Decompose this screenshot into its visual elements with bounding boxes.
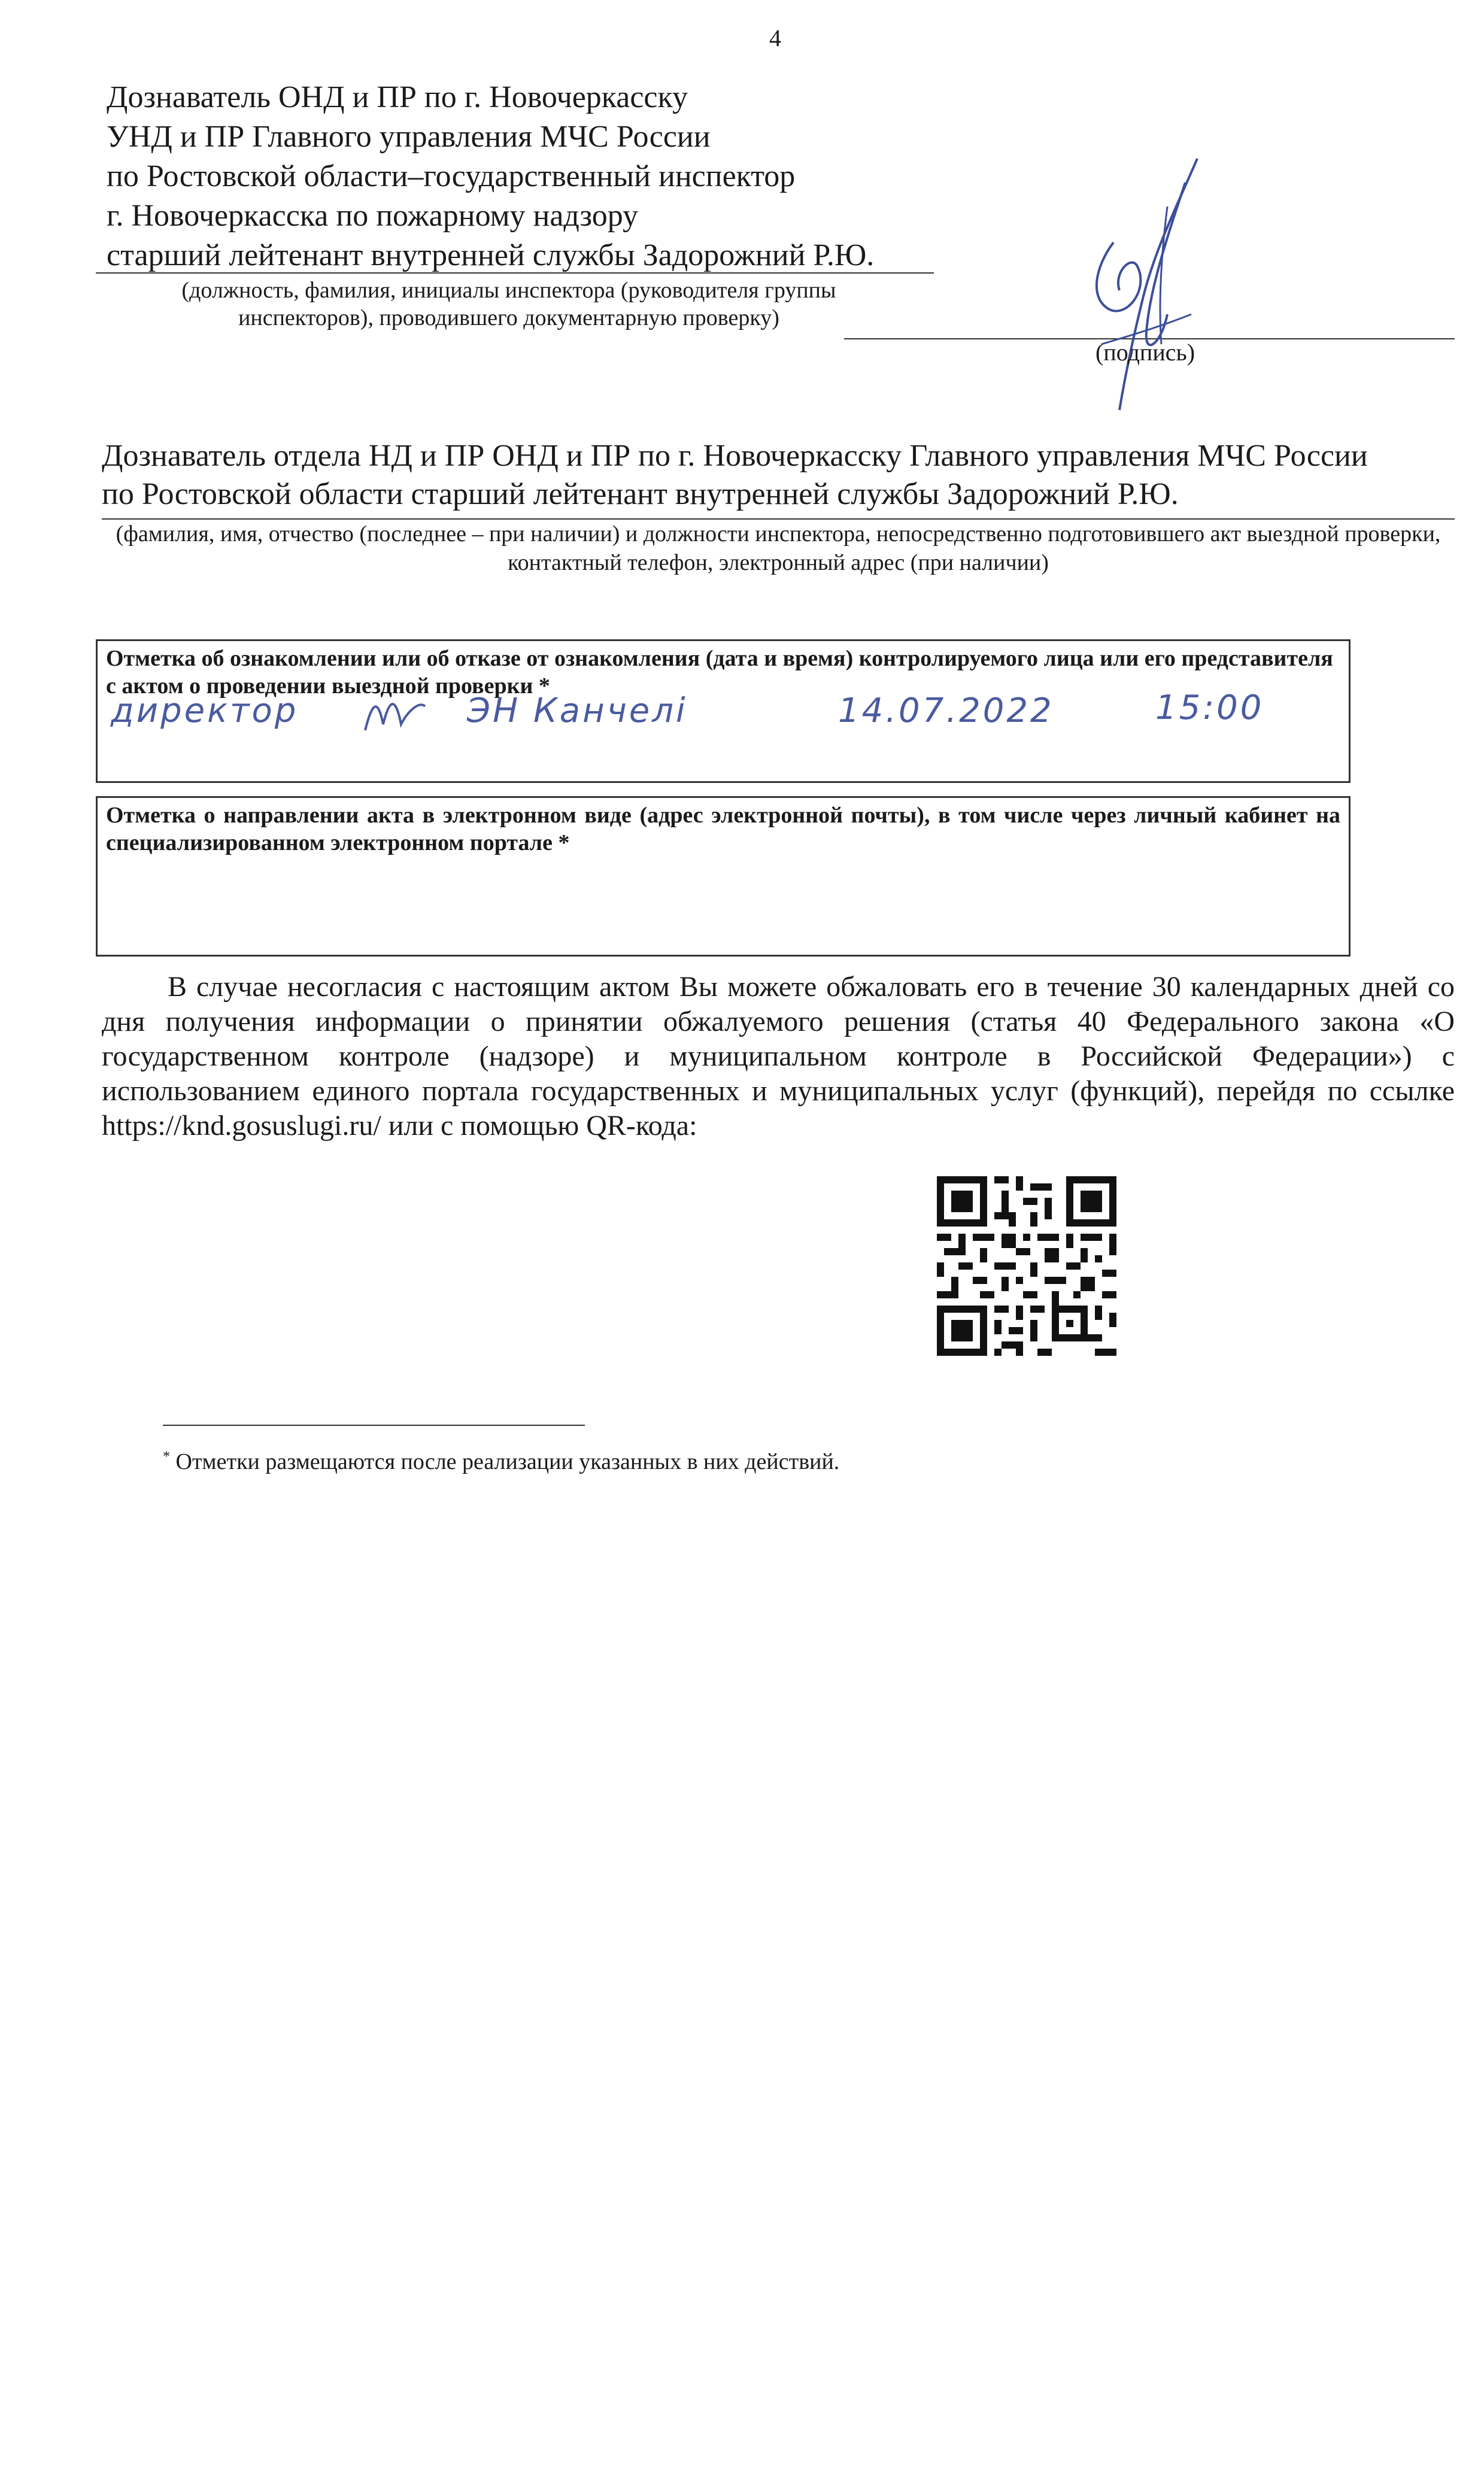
footnote-mark: * (163, 1449, 170, 1465)
author-line-2: по Ростовской области старший лейтенант внутренней службы Задорожний Р.Ю. (102, 477, 1179, 511)
handwritten-name: ЭН Канчелі (467, 691, 688, 730)
act-author-block (102, 437, 1455, 514)
appeal-notice-paragraph: В случае несогласия с настоящим актом Вы можете обжаловать его в течение 30 календарных дней со дня получения информации о принятии обжалуемого решения (статья 40 Федерального закона «О государственном контроле (надзоре) и муниципальном контроле в Российской Федерации») с использованием единого портала государственных и муниципальных услуг (функций), перейдя по ссылке https://knd.gosuslugi.ru/ или с помощью QR-кода: (102, 971, 1455, 1142)
page-number: 4 (769, 25, 781, 51)
inspector-line-4: г. Новочеркасска по пожарному надзору (107, 199, 639, 233)
handwritten-role: директор (111, 691, 299, 730)
handwritten-time: 15:00 (1155, 688, 1264, 727)
inspector-caption: (должность, фамилия, инициалы инспектора (руководителя группы инспекторов), проводившего документарную проверку) (181, 278, 836, 330)
author-line-1: Дознаватель отдела НД и ПР ОНД и ПР по г. Новочеркасску Главного управления МЧС России (102, 439, 1368, 473)
signature-caption: (подпись) (1095, 339, 1195, 366)
inspector-position-block (107, 78, 945, 275)
footnote-text: Отметки размещаются после реализации указанных в них действий. (175, 1449, 840, 1474)
signature-image (1078, 147, 1233, 416)
inspector-line-2: УНД и ПР Главного управления МЧС России (107, 120, 711, 154)
qr-code-image (937, 1176, 1116, 1356)
handwritten-initials-signature (359, 688, 431, 736)
inspector-name-line: старший лейтенант внутренней службы Задорожний Р.Ю. (107, 238, 875, 272)
inspector-underline (96, 272, 934, 274)
footnote-separator (163, 1425, 585, 1426)
electronic-delivery-title: Отметка о направлении акта в электронном виде (адрес электронной почты), в том числе через личный кабинет на специализированном электронном портале * (106, 803, 1340, 855)
acknowledgement-title: Отметка об ознакомлении или об отказе от ознакомления (дата и время) контролируемого лица или его представителя с актом о проведении выездной проверки * (106, 646, 1333, 699)
electronic-delivery-box (96, 796, 1351, 957)
footnote (163, 1449, 839, 1475)
inspector-line-1: Дознаватель ОНД и ПР по г. Новочеркасску (107, 80, 688, 114)
handwritten-date: 14.07.2022 (838, 691, 1054, 730)
inspector-line-3: по Ростовской области–государственный инспектор (107, 159, 796, 193)
author-caption: (фамилия, имя, отчество (последнее – при наличии) и должности инспектора, непосредственно подготовившего акт выездной проверки, контактный телефон, электронный адрес (при наличии) (116, 521, 1441, 575)
